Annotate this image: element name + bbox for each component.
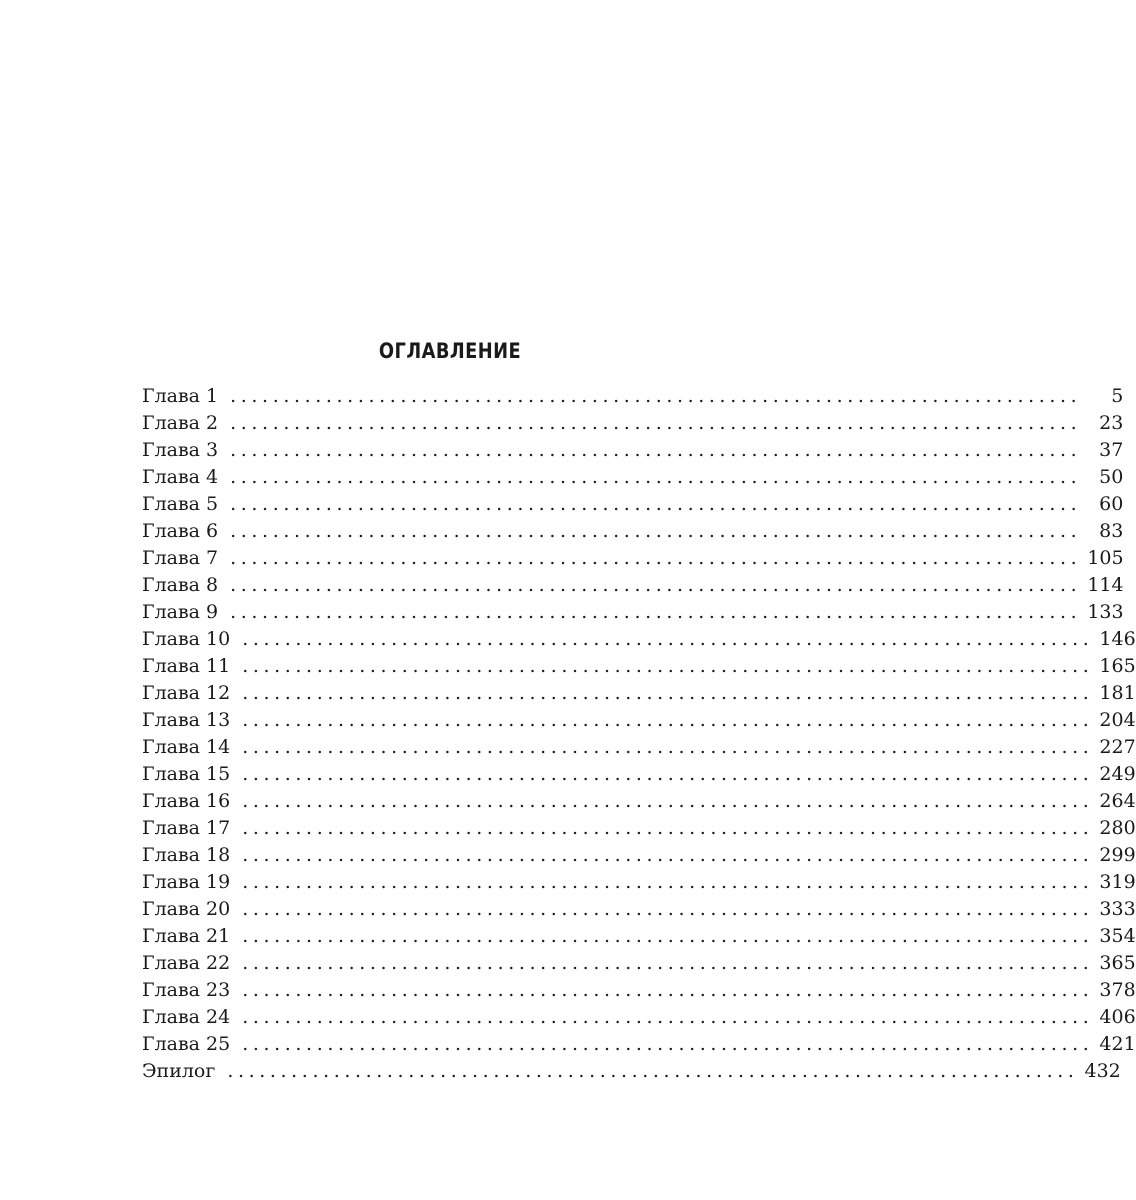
toc-entry-page-number: 319	[1099, 871, 1136, 893]
toc-entry	[142, 545, 1124, 572]
toc-entry-page-number: 264	[1099, 790, 1136, 812]
toc-entry	[142, 788, 1136, 815]
toc-entry	[142, 653, 1136, 680]
toc-entry	[142, 464, 1124, 491]
toc-entry-page-number: 37	[1099, 439, 1124, 461]
toc-entry-label: Глава 13	[142, 709, 231, 731]
toc-entry-label: Глава 10	[142, 628, 231, 650]
toc-entry-label: Глава 3	[142, 439, 219, 461]
dot-leader: ................................................................................	[230, 466, 1082, 488]
toc-entry-page-number: 280	[1099, 817, 1136, 839]
toc-entry-page-number: 432	[1084, 1060, 1121, 1082]
toc-entry-page-number: 60	[1099, 493, 1124, 515]
toc-entry-label: Глава 4	[142, 466, 219, 488]
toc-entry	[142, 572, 1124, 599]
toc-entry-page-number: 50	[1099, 466, 1124, 488]
toc-entry-label: Глава 9	[142, 601, 219, 623]
toc-entry-label: Глава 19	[142, 871, 231, 893]
dot-leader: ................................................................................	[230, 412, 1082, 434]
toc-entry-page-number: 83	[1099, 520, 1124, 542]
toc-title: ОГЛАВЛЕНИЕ	[378, 339, 522, 363]
toc-entry	[142, 518, 1124, 545]
toc-entry-page-number: 406	[1099, 1006, 1136, 1028]
toc-entry-page-number: 354	[1099, 925, 1136, 947]
toc-entry	[142, 491, 1124, 518]
toc-entry-label: Глава 2	[142, 412, 219, 434]
dot-leader: ................................................................................	[242, 1033, 1094, 1055]
toc-entry-label: Глава 1	[142, 385, 219, 407]
toc-entry-page-number: 105	[1087, 547, 1124, 569]
toc-entry-page-number: 333	[1099, 898, 1136, 920]
toc-entry-label: Глава 14	[142, 736, 231, 758]
toc-entry-page-number: 146	[1099, 628, 1136, 650]
toc-entry	[142, 815, 1136, 842]
dot-leader: ................................................................................	[230, 520, 1082, 542]
dot-leader: ................................................................................	[242, 790, 1094, 812]
toc-entry	[142, 1004, 1136, 1031]
toc-entry-label: Глава 25	[142, 1033, 231, 1055]
dot-leader: ................................................................................	[242, 709, 1094, 731]
toc-entry-page-number: 421	[1099, 1033, 1136, 1055]
toc-entry	[142, 869, 1136, 896]
toc-entry-label: Глава 11	[142, 655, 231, 677]
toc-entry	[142, 410, 1124, 437]
dot-leader: ................................................................................	[230, 547, 1082, 569]
toc-entry	[142, 950, 1136, 977]
toc-entry-label: Глава 12	[142, 682, 231, 704]
toc-entry-page-number: 227	[1099, 736, 1136, 758]
toc-entry	[142, 680, 1136, 707]
toc-entry	[142, 734, 1136, 761]
toc-entry	[142, 626, 1136, 653]
toc-entry-label: Глава 17	[142, 817, 231, 839]
toc-entry-label: Эпилог	[142, 1060, 216, 1082]
toc-entry-label: Глава 16	[142, 790, 231, 812]
toc-entry	[142, 842, 1136, 869]
toc-list	[142, 383, 1136, 1085]
dot-leader: ................................................................................	[230, 439, 1082, 461]
dot-leader: ................................................................................	[242, 655, 1094, 677]
dot-leader: ................................................................................	[242, 871, 1094, 893]
toc-entry	[142, 761, 1136, 788]
toc-entry	[142, 437, 1124, 464]
toc-entry	[142, 923, 1136, 950]
toc-entry	[142, 1031, 1136, 1058]
toc-entry-label: Глава 23	[142, 979, 231, 1001]
toc-entry-page-number: 299	[1099, 844, 1136, 866]
toc-entry	[142, 977, 1136, 1004]
toc-entry-label: Глава 5	[142, 493, 219, 515]
dot-leader: ................................................................................	[242, 1006, 1094, 1028]
toc-entry-page-number: 23	[1099, 412, 1124, 434]
toc-entry-label: Глава 24	[142, 1006, 231, 1028]
toc-entry-page-number: 365	[1099, 952, 1136, 974]
dot-leader: ................................................................................	[242, 736, 1094, 758]
toc-entry-label: Глава 8	[142, 574, 219, 596]
dot-leader: ................................................................................	[242, 817, 1094, 839]
toc-entry	[142, 599, 1124, 626]
dot-leader: ................................................................................	[242, 763, 1094, 785]
dot-leader: ................................................................................	[242, 628, 1094, 650]
toc-entry-page-number: 5	[1111, 385, 1124, 407]
dot-leader: ................................................................................	[227, 1060, 1079, 1082]
toc-entry-page-number: 378	[1099, 979, 1136, 1001]
dot-leader: ................................................................................	[242, 682, 1094, 704]
toc-entry-label: Глава 22	[142, 952, 231, 974]
dot-leader: ................................................................................	[230, 574, 1082, 596]
toc-entry-page-number: 114	[1087, 574, 1124, 596]
dot-leader: ................................................................................	[242, 952, 1094, 974]
toc-entry	[142, 707, 1136, 734]
dot-leader: ................................................................................	[242, 925, 1094, 947]
dot-leader: ................................................................................	[242, 898, 1094, 920]
toc-entry-page-number: 133	[1087, 601, 1124, 623]
toc-entry-page-number: 165	[1099, 655, 1136, 677]
dot-leader: ................................................................................	[230, 493, 1082, 515]
toc-entry	[142, 1058, 1121, 1085]
toc-entry-label: Глава 21	[142, 925, 231, 947]
toc-entry-label: Глава 6	[142, 520, 219, 542]
toc-entry-label: Глава 15	[142, 763, 231, 785]
toc-entry-label: Глава 7	[142, 547, 219, 569]
dot-leader: ................................................................................	[230, 601, 1082, 623]
toc-entry-label: Глава 20	[142, 898, 231, 920]
toc-entry-page-number: 249	[1099, 763, 1136, 785]
toc-entry	[142, 896, 1136, 923]
dot-leader: ................................................................................	[242, 979, 1094, 1001]
toc-entry	[142, 383, 1124, 410]
toc-entry-page-number: 204	[1099, 709, 1136, 731]
dot-leader: ................................................................................	[242, 844, 1094, 866]
toc-entry-label: Глава 18	[142, 844, 231, 866]
dot-leader: ................................................................................	[230, 385, 1082, 407]
toc-entry-page-number: 181	[1099, 682, 1136, 704]
